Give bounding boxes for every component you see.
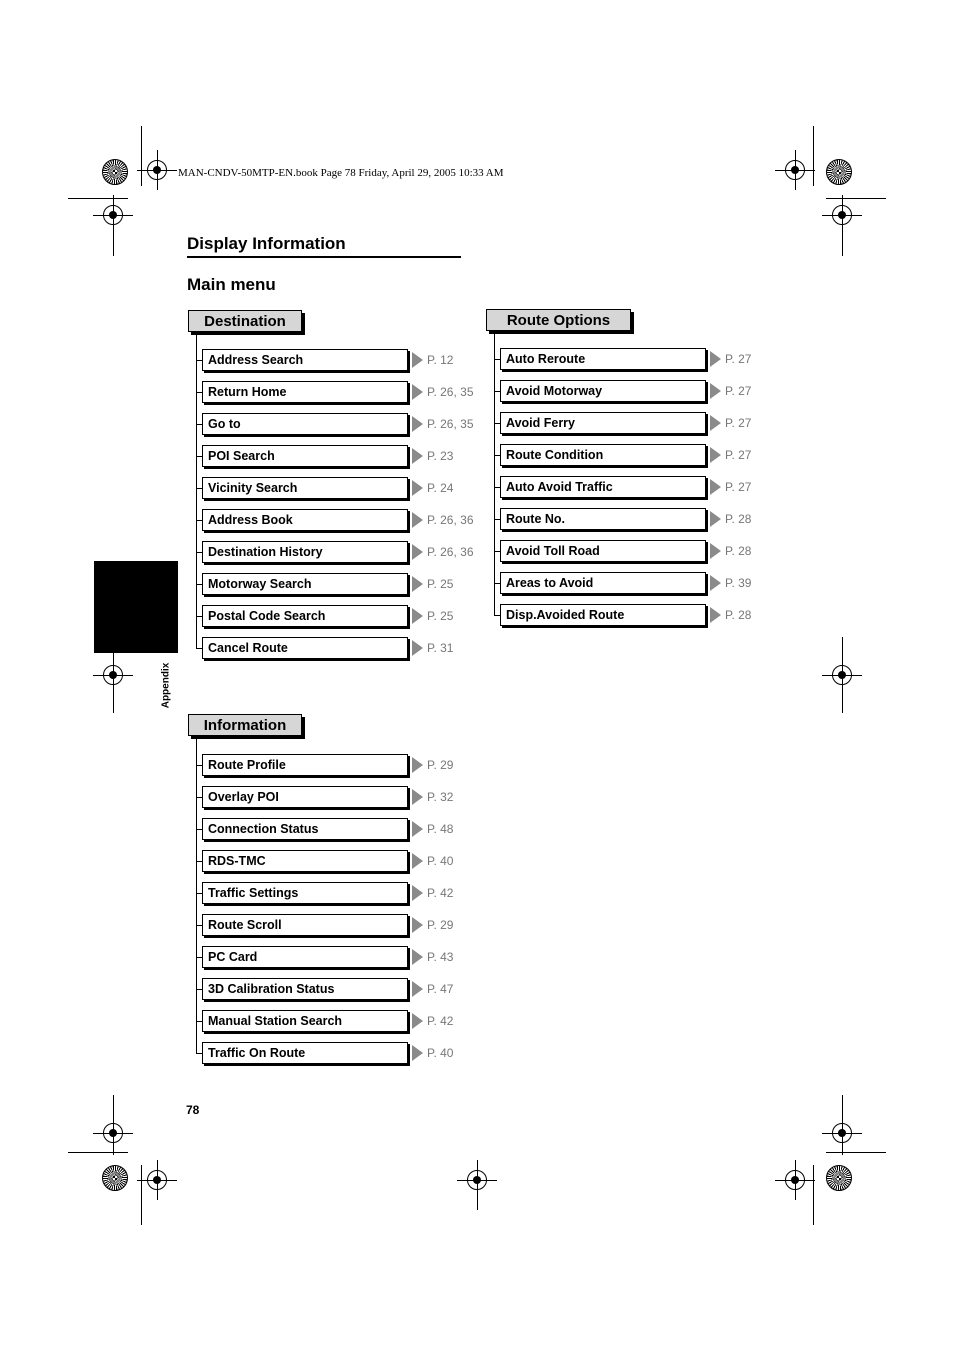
arrow-right-icon <box>412 544 423 560</box>
arrow-right-icon <box>412 917 423 933</box>
arrow-right-icon <box>412 757 423 773</box>
registration-target-icon <box>785 160 805 180</box>
arrow-right-icon <box>412 416 423 432</box>
page-reference: P. 26, 35 <box>427 385 474 399</box>
page-reference: P. 12 <box>427 353 454 367</box>
crop-line <box>113 196 114 256</box>
arrow-right-icon <box>412 1013 423 1029</box>
crop-line <box>113 1095 114 1155</box>
page-reference: P. 29 <box>427 758 454 772</box>
registration-target-icon <box>147 1170 167 1190</box>
menu-item-address-search[interactable]: Address Search <box>202 349 408 371</box>
page-reference: P. 42 <box>427 886 454 900</box>
page-reference: P. 25 <box>427 577 454 591</box>
page-reference: P. 27 <box>725 352 752 366</box>
arrow-right-icon <box>412 640 423 656</box>
arrow-right-icon <box>412 352 423 368</box>
page-reference: P. 47 <box>427 982 454 996</box>
menu-item-cancel-route[interactable]: Cancel Route <box>202 637 408 659</box>
page-reference: P. 42 <box>427 1014 454 1028</box>
menu-item-disp-avoided-route[interactable]: Disp.Avoided Route <box>500 604 706 626</box>
menu-item-poi-search[interactable]: POI Search <box>202 445 408 467</box>
book-header-line: MAN-CNDV-50MTP-EN.book Page 78 Friday, April 29, 2005 10:33 AM <box>178 167 504 179</box>
menu-item-route-no-[interactable]: Route No. <box>500 508 706 530</box>
arrow-right-icon <box>412 789 423 805</box>
menu-item-route-scroll[interactable]: Route Scroll <box>202 914 408 936</box>
crop-line <box>141 1165 142 1225</box>
page-reference: P. 39 <box>725 576 752 590</box>
arrow-right-icon <box>412 949 423 965</box>
menu-item-auto-avoid-traffic[interactable]: Auto Avoid Traffic <box>500 476 706 498</box>
page-number: 78 <box>186 1103 200 1117</box>
page-reference: P. 28 <box>725 512 752 526</box>
menu-item-avoid-ferry[interactable]: Avoid Ferry <box>500 412 706 434</box>
page-reference: P. 32 <box>427 790 454 804</box>
color-target-icon <box>102 159 128 185</box>
arrow-right-icon <box>412 885 423 901</box>
arrow-right-icon <box>710 383 721 399</box>
registration-target-icon <box>147 160 167 180</box>
arrow-right-icon <box>710 415 721 431</box>
menu-item-traffic-on-route[interactable]: Traffic On Route <box>202 1042 408 1064</box>
arrow-right-icon <box>412 1045 423 1061</box>
information-header: Information <box>188 714 302 736</box>
crop-line <box>826 1152 886 1153</box>
menu-item-overlay-poi[interactable]: Overlay POI <box>202 786 408 808</box>
arrow-right-icon <box>710 543 721 559</box>
chapter-tab <box>94 561 178 653</box>
menu-item-pc-card[interactable]: PC Card <box>202 946 408 968</box>
crop-line <box>842 637 843 713</box>
page-reference: P. 25 <box>427 609 454 623</box>
menu-item-go-to[interactable]: Go to <box>202 413 408 435</box>
registration-target-icon <box>785 1170 805 1190</box>
page-reference: P. 26, 36 <box>427 513 474 527</box>
color-target-icon <box>102 1165 128 1191</box>
menu-item-manual-station-search[interactable]: Manual Station Search <box>202 1010 408 1032</box>
page-reference: P. 26, 36 <box>427 545 474 559</box>
page-reference: P. 24 <box>427 481 454 495</box>
information-connector-line <box>196 738 197 1053</box>
menu-item-motorway-search[interactable]: Motorway Search <box>202 573 408 595</box>
arrow-right-icon <box>710 575 721 591</box>
arrow-right-icon <box>412 384 423 400</box>
page-reference: P. 26, 35 <box>427 417 474 431</box>
crop-line <box>141 126 142 186</box>
chapter-label: Appendix <box>160 662 172 709</box>
menu-item-route-condition[interactable]: Route Condition <box>500 444 706 466</box>
crop-line <box>813 1165 814 1225</box>
menu-item-return-home[interactable]: Return Home <box>202 381 408 403</box>
crop-line <box>477 1160 478 1210</box>
route_options-connector-line <box>494 333 495 615</box>
page-reference: P. 23 <box>427 449 454 463</box>
route_options-header: Route Options <box>486 309 631 331</box>
arrow-right-icon <box>710 479 721 495</box>
destination-connector-line <box>196 334 197 648</box>
page-reference: P. 27 <box>725 416 752 430</box>
arrow-right-icon <box>412 512 423 528</box>
arrow-right-icon <box>710 607 721 623</box>
color-target-icon <box>826 1165 852 1191</box>
menu-item-traffic-settings[interactable]: Traffic Settings <box>202 882 408 904</box>
crop-line <box>813 126 814 186</box>
menu-item-address-book[interactable]: Address Book <box>202 509 408 531</box>
page-reference: P. 31 <box>427 641 454 655</box>
arrow-right-icon <box>710 511 721 527</box>
crop-line <box>826 198 886 199</box>
color-target-icon <box>826 159 852 185</box>
arrow-right-icon <box>412 853 423 869</box>
section-title: Display Information <box>187 234 461 258</box>
page-reference: P. 48 <box>427 822 454 836</box>
menu-item-rds-tmc[interactable]: RDS-TMC <box>202 850 408 872</box>
menu-item-avoid-toll-road[interactable]: Avoid Toll Road <box>500 540 706 562</box>
destination-header: Destination <box>188 310 302 332</box>
page-reference: P. 43 <box>427 950 454 964</box>
arrow-right-icon <box>412 981 423 997</box>
menu-item-connection-status[interactable]: Connection Status <box>202 818 408 840</box>
page-reference: P. 27 <box>725 448 752 462</box>
arrow-right-icon <box>710 351 721 367</box>
arrow-right-icon <box>412 448 423 464</box>
page-reference: P. 28 <box>725 544 752 558</box>
arrow-right-icon <box>412 821 423 837</box>
page-reference: P. 29 <box>427 918 454 932</box>
menu-item-areas-to-avoid[interactable]: Areas to Avoid <box>500 572 706 594</box>
menu-item-destination-history[interactable]: Destination History <box>202 541 408 563</box>
arrow-right-icon <box>412 608 423 624</box>
menu-item-auto-reroute[interactable]: Auto Reroute <box>500 348 706 370</box>
page-reference: P. 40 <box>427 1046 454 1060</box>
menu-item-vicinity-search[interactable]: Vicinity Search <box>202 477 408 499</box>
crop-line <box>842 1095 843 1155</box>
page-reference: P. 28 <box>725 608 752 622</box>
menu-item-3d-calibration-status[interactable]: 3D Calibration Status <box>202 978 408 1000</box>
crop-line <box>68 198 128 199</box>
arrow-right-icon <box>412 480 423 496</box>
page-reference: P. 27 <box>725 384 752 398</box>
arrow-right-icon <box>412 576 423 592</box>
page-reference: P. 40 <box>427 854 454 868</box>
menu-item-avoid-motorway[interactable]: Avoid Motorway <box>500 380 706 402</box>
page-title: Main menu <box>187 275 276 294</box>
crop-line <box>842 196 843 256</box>
arrow-right-icon <box>710 447 721 463</box>
page-reference: P. 27 <box>725 480 752 494</box>
menu-item-postal-code-search[interactable]: Postal Code Search <box>202 605 408 627</box>
crop-line <box>68 1152 128 1153</box>
menu-item-route-profile[interactable]: Route Profile <box>202 754 408 776</box>
